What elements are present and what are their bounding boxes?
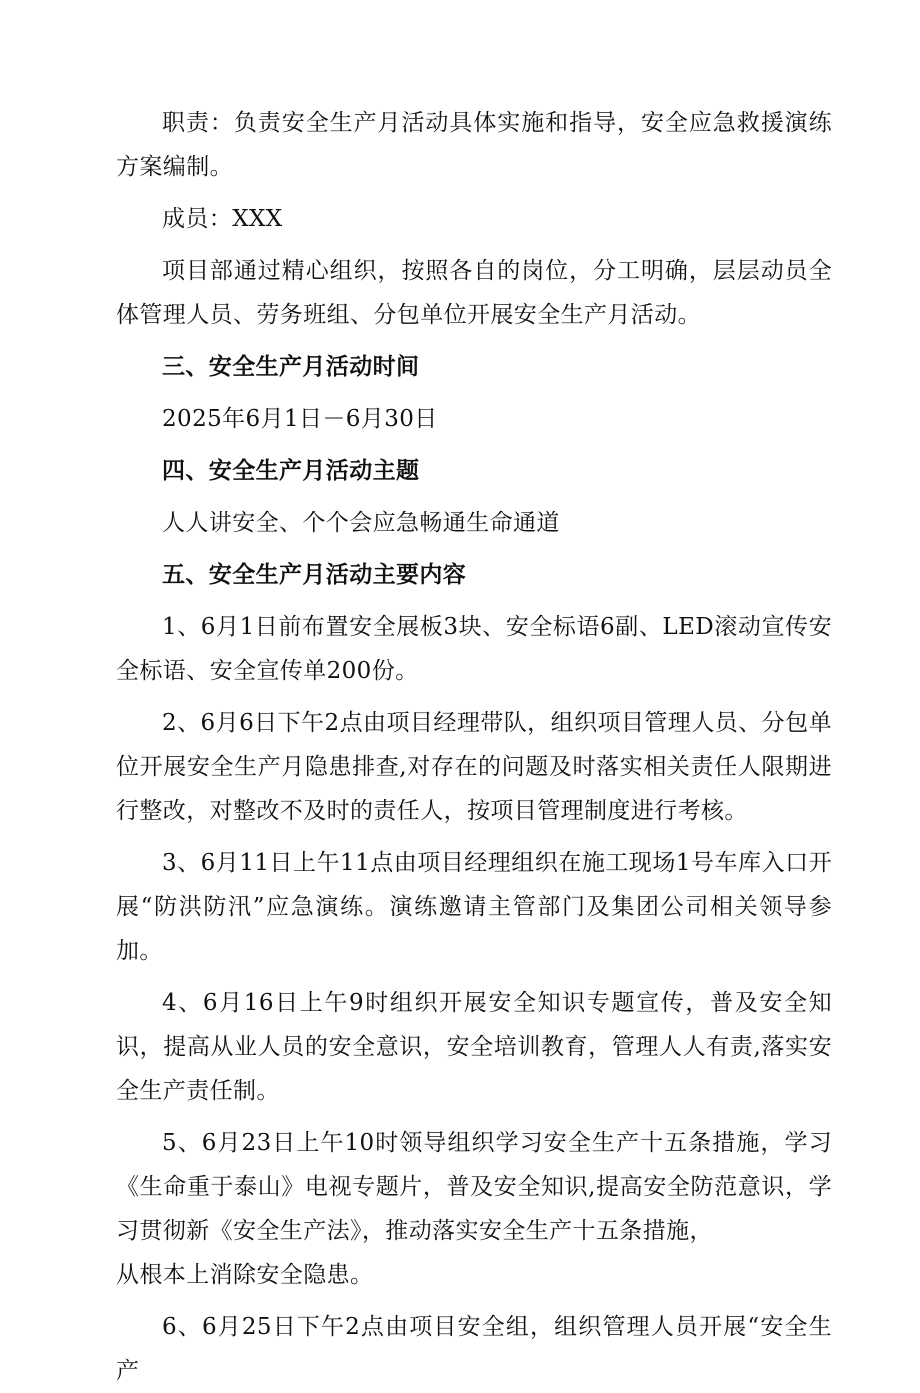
content-item-6: 6、6月25日下午2点由项目安全组，组织管理人员开展“安全生产 <box>116 1314 832 1384</box>
duty-paragraph: 职责：负责安全生产月活动具体实施和指导，安全应急救援演练方案编制。 <box>116 110 832 180</box>
content-item-3: 3、6月11日上午11点由项目经理组织在施工现场1号车库入口开展“防洪防汛”应急演练。演练邀请主管部门及集团公司相关领导参加。 <box>116 850 832 964</box>
members-paragraph: 成员：XXX <box>162 206 283 232</box>
organization-paragraph: 项目部通过精心组织，按照各自的岗位，分工明确，层层动员全体管理人员、劳务班组、分包单位开展安全生产月活动。 <box>116 258 832 328</box>
content-item-1: 1、6月1日前布置安全展板3块、安全标语6副、LED滚动宣传安全标语、安全宣传单200份。 <box>116 614 832 684</box>
content-item-5: 5、6月23日上午10时领导组织学习安全生产十五条措施，学习《生命重于泰山》电视专题片，普及安全知识,提高安全防范意识，学习贯彻新《安全生产法》，推动落实安全生产十五条措施， <box>116 1130 832 1244</box>
activity-time-paragraph: 2025年6月1日－6月30日 <box>162 406 438 432</box>
content-item-2: 2、6月6日下午2点由项目经理带队，组织项目管理人员、分包单位开展安全生产月隐患排查,对存在的问题及时落实相关责任人限期进行整改，对整改不及时的责任人，按项目管理制度进行考核。 <box>116 710 832 824</box>
section-heading-theme: 四、安全生产月活动主题 <box>162 457 420 484</box>
activity-theme-paragraph: 人人讲安全、个个会应急畅通生命通道 <box>162 510 560 536</box>
section-heading-content: 五、安全生产月活动主要内容 <box>162 561 467 588</box>
content-item-4: 4、6月16日上午9时组织开展安全知识专题宣传，普及安全知识，提高从业人员的安全意识，安全培训教育，管理人人有责,落实安全生产责任制。 <box>116 990 832 1104</box>
content-item-5-continuation: 从根本上消除安全隐患。 <box>116 1262 374 1288</box>
section-heading-time: 三、安全生产月活动时间 <box>162 353 420 380</box>
